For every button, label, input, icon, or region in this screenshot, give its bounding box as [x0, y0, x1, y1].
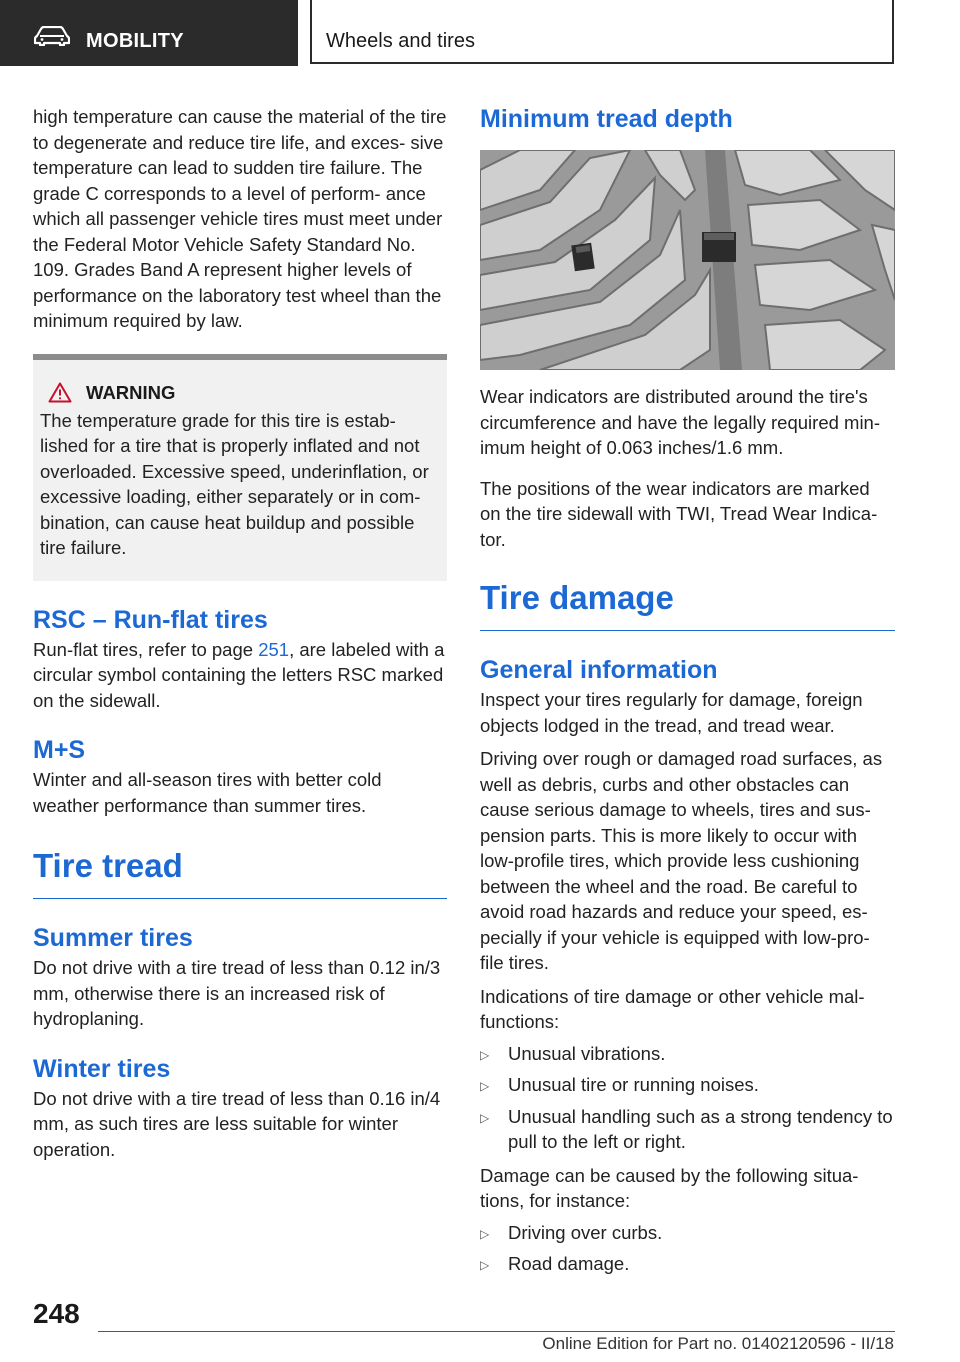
warning-box	[33, 354, 447, 581]
chapter-label: Wheels and tires	[326, 30, 475, 52]
car-icon	[34, 26, 70, 46]
bullet-triangle-icon: ▷	[480, 1079, 490, 1093]
min-tread-paragraph-2: The positions of the wear indicators are marked on the tire sidewall with TWI, Tread Wear Indica‐ tor.	[480, 477, 878, 550]
general-paragraph-4: Damage can be caused by the following situa‐ tions, for instance:	[480, 1164, 859, 1211]
right-column	[480, 104, 895, 1277]
left-column	[33, 104, 447, 1162]
rsc-heading: RSC – Run-flat tires	[33, 605, 268, 634]
winter-tires-heading: Winter tires	[33, 1054, 171, 1083]
list-item: ▷ Unusual handling such as a strong tendency to pull to the left or right.	[480, 1105, 893, 1152]
list-item: ▷ Driving over curbs.	[480, 1220, 895, 1246]
general-info-heading: General information	[480, 656, 718, 684]
ms-heading: M+S	[33, 736, 86, 764]
list-item: ▷ Unusual tire or running noises.	[480, 1072, 895, 1098]
bullet-triangle-icon: ▷	[480, 1258, 490, 1272]
general-paragraph-2: Driving over rough or damaged road surfaces, as well as debris, curbs and other obstacles can cause serious damage to wheels, tires and sus‐ pension parts. This is more likely to occur with low-profile tires, which provide less cushioning between the wheel and the road. Be careful to avoid road hazards and reduce your speed, es‐ pecially if your vehicle is equipped with low-pro‐ file tires.	[480, 748, 883, 973]
tire-damage-heading-block	[480, 578, 895, 631]
warning-title: WARNING	[86, 381, 176, 403]
page-header	[0, 0, 960, 66]
tire-tread-illustration	[480, 150, 895, 370]
tire-damage-heading: Tire damage	[480, 579, 674, 616]
min-tread-heading: Minimum tread depth	[480, 105, 733, 133]
summer-tires-paragraph: Do not drive with a tire tread of less than 0.12 in/3 mm, otherwise there is an increased risk of hydroplaning.	[33, 957, 441, 1029]
malfunction-list	[480, 1041, 895, 1155]
section-label: MOBILITY	[86, 30, 184, 52]
general-paragraph-3: Indications of tire damage or other vehicle mal‐ functions:	[480, 985, 865, 1032]
edition-text: Online Edition for Part no. 01402120596 - II/18	[542, 1334, 894, 1353]
warning-header	[48, 382, 439, 404]
rsc-text-before: Run-flat tires, refer to page	[33, 638, 259, 660]
section-tab	[0, 0, 298, 66]
rsc-text-after: , are labeled with a circular symbol containing the letters RSC marked on the sidewall.	[33, 638, 445, 711]
chapter-tab	[310, 0, 894, 64]
list-item: ▷ Road damage.	[480, 1251, 895, 1277]
intro-paragraph: high temperature can cause the material of the tire to degenerate and reduce tire life, and exces‐ sive temperature can lead to sudden tire failure. The grade C corresponds to a level of perform‐ ance which all passenger vehicle tires must meet under the Federal Motor Vehicle Safety Standard No. 109. Grades Band A represent higher levels of performance on the laboratory test wheel than the minimum required by law.	[33, 106, 447, 331]
warning-text: The temperature grade for this tire is estab‐ lished for a tire that is properly inflated and not overloaded. Excessive speed, underinflation, or excessive loading, either separately or in com‐ bination, can cause heat buildup and possible tire failure.	[40, 409, 429, 558]
rsc-paragraph	[33, 637, 447, 714]
page-number: 248	[33, 1298, 80, 1329]
warning-triangle-icon	[48, 382, 72, 403]
page-251-link[interactable]: 251	[258, 638, 290, 660]
bullet-triangle-icon: ▷	[480, 1226, 490, 1241]
min-tread-paragraph-1: Wear indicators are distributed around the tire's circumference and have the legally required min‐ imum height of 0.063 inches/1.6 mm.	[480, 386, 881, 458]
tire-tread-heading-block	[33, 846, 447, 899]
general-paragraph-1: Inspect your tires regularly for damage, foreign objects lodged in the tread, and tread wear.	[480, 689, 863, 736]
bullet-triangle-icon: ▷	[480, 1047, 490, 1062]
footer-divider	[98, 1331, 895, 1332]
tire-tread-heading: Tire tread	[33, 847, 183, 884]
bullet-triangle-icon: ▷	[480, 1110, 490, 1125]
winter-tires-paragraph: Do not drive with a tire tread of less than 0.16 in/4 mm, as such tires are less suitable for winter operation.	[33, 1087, 441, 1160]
summer-tires-heading: Summer tires	[33, 924, 193, 952]
damage-causes-list	[480, 1220, 895, 1277]
ms-paragraph: Winter and all-season tires with better cold weather performance than summer tires.	[33, 769, 382, 816]
list-item: ▷ Unusual vibrations.	[480, 1041, 895, 1067]
